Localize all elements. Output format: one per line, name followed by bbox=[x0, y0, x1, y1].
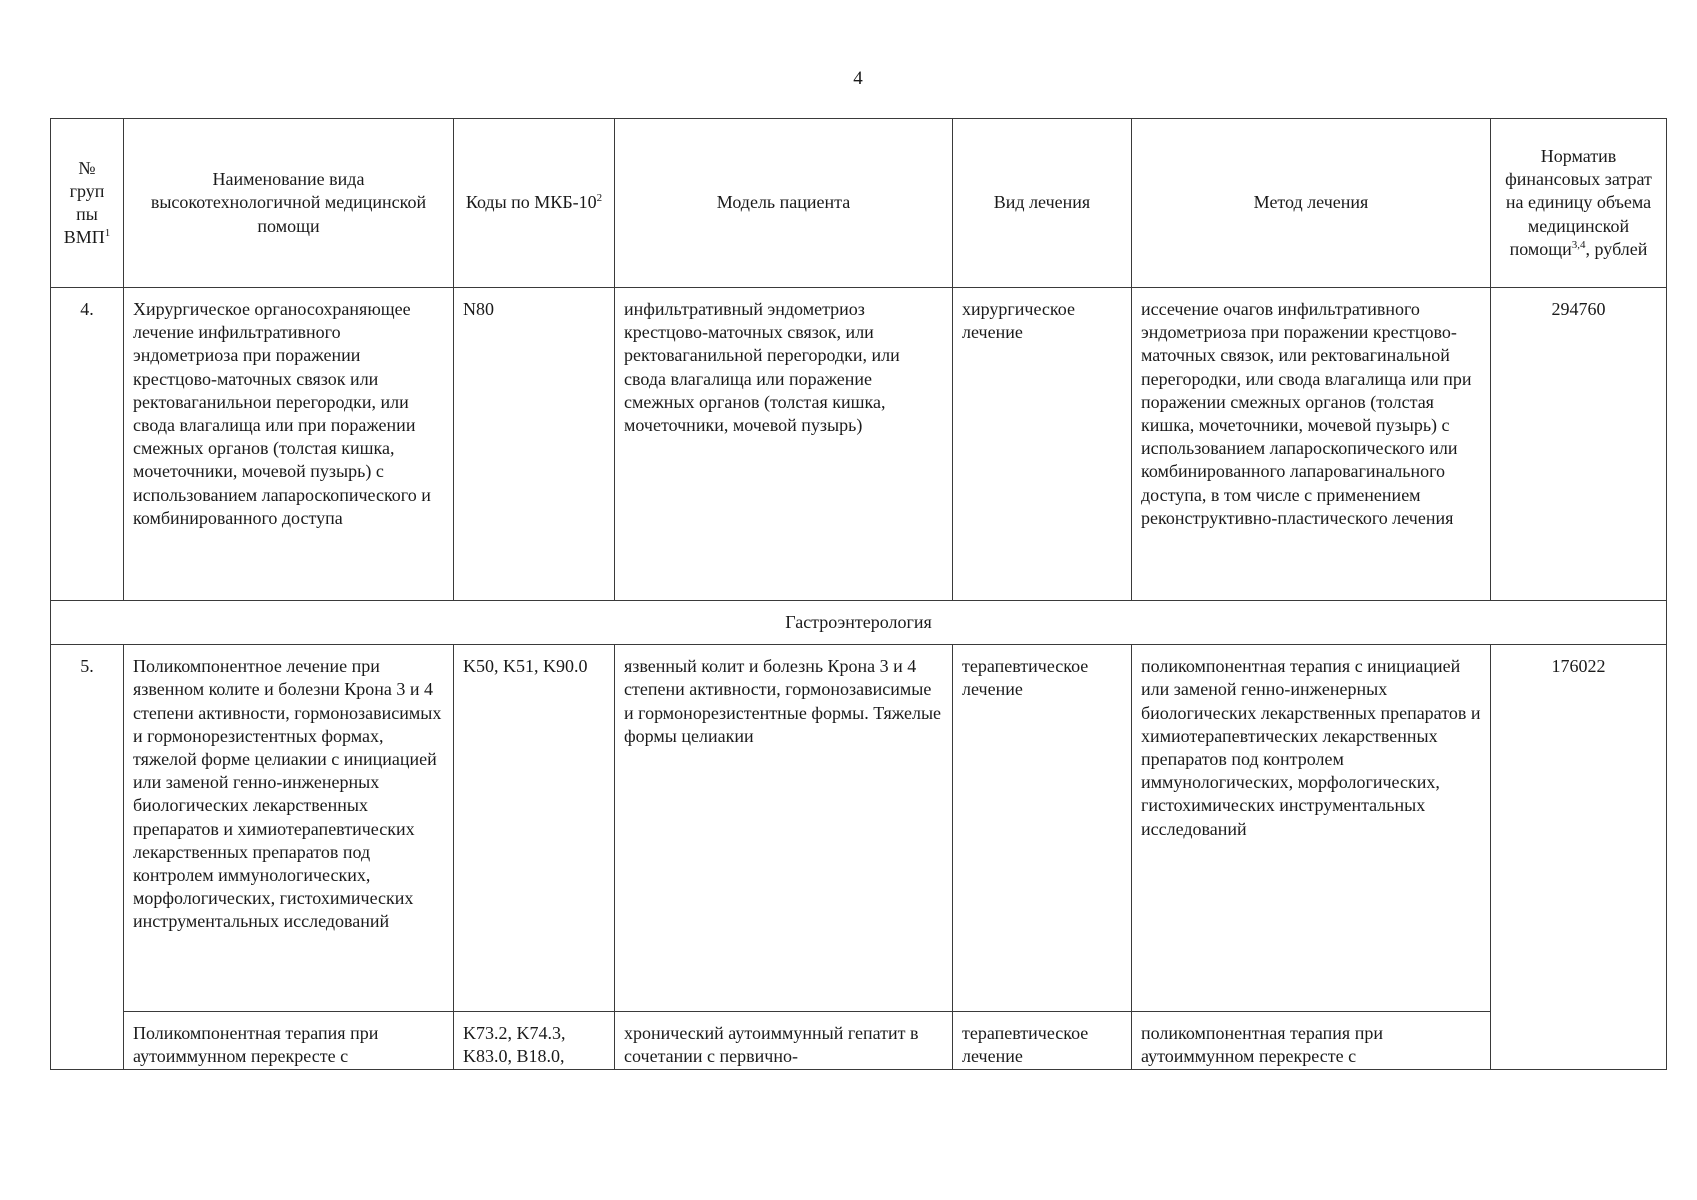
header-norm: Норматив финансовых затрат на единицу объема медицинской помощи$^{3,4}$, рублей bbox=[1491, 119, 1667, 288]
row-number: 4. bbox=[51, 288, 124, 601]
row-name: Поликомпонентное лечение при язвенном колите и болезни Крона 3 и 4 степени активности, гормонозависимых и гормонорезистентных формах, тяжелой форме целиакии с инициацией или заменой генно-инженерных биологических лекарственных препаратов и химиотерапевтических лекарственных препаратов под контролем иммунологических, морфологических, гистохимических инструментальных исследований bbox=[124, 645, 454, 1012]
row-treatment-type: терапевтическое лечение bbox=[953, 1012, 1132, 1069]
row-treatment-type: хирургическое лечение bbox=[953, 288, 1132, 601]
header-group-no: № груп пы ВМП$^1$ bbox=[51, 119, 124, 288]
header-model: Модель пациента bbox=[615, 119, 953, 288]
row-norm: 176022 bbox=[1491, 645, 1667, 1069]
row-method: иссечение очагов инфильтративного эндометриоза при поражении крестцово-маточных связок, или ректовагинальной перегородки, или свода влагалища или при поражении смежных органов (толстая кишка, мочеточники, мочевой пузырь) с использованием лапароскопического или комбинированного лапаровагинального доступа, в том числе с применением реконструктивно-пластического лечения bbox=[1132, 288, 1491, 601]
header-name: Наименование вида высокотехнологичной медицинской помощи bbox=[124, 119, 454, 288]
table-header-row bbox=[51, 119, 1667, 288]
table-row bbox=[51, 645, 1667, 1012]
row-name: Хирургическое органосохраняющее лечение инфильтративного эндометриоза при поражении крестцово-маточных связок или ректоваганильнои перегородки, или свода влагалища или при поражении смежных органов (толстая кишка, мочеточники, мочевой пузырь) с использованием лапароскопического и комбинированного доступа bbox=[124, 288, 454, 601]
row-model: хронический аутоиммунный гепатит в сочетании с первично- bbox=[615, 1012, 953, 1069]
vmp-table bbox=[50, 118, 1667, 1070]
row-norm: 294760 bbox=[1491, 288, 1667, 601]
header-method: Метод лечения bbox=[1132, 119, 1491, 288]
page-number: 4 bbox=[853, 68, 863, 89]
header-codes: Коды по МКБ-$10^2$ bbox=[454, 119, 615, 288]
row-codes: N80 bbox=[454, 288, 615, 601]
section-title: Гастроэнтерология bbox=[51, 601, 1667, 645]
row-codes: K73.2, K74.3, K83.0, B18.0, bbox=[454, 1012, 615, 1069]
row-codes: K50, K51, K90.0 bbox=[454, 645, 615, 1012]
row-model: язвенный колит и болезнь Крона 3 и 4 степени активности, гормонозависимые и гормонорезистентные формы. Тяжелые формы целиакии bbox=[615, 645, 953, 1012]
table-row bbox=[51, 288, 1667, 601]
row-treatment-type: терапевтическое лечение bbox=[953, 645, 1132, 1012]
section-row bbox=[51, 601, 1667, 645]
row-model: инфильтративный эндометриоз крестцово-маточных связок, или ректоваганильной перегородки, или свода влагалища или поражение смежных органов (толстая кишка, мочеточники, мочевой пузырь) bbox=[615, 288, 953, 601]
row-method: поликомпонентная терапия с инициацией или заменой генно-инженерных биологических лекарственных препаратов и химиотерапевтических лекарственных препаратов под контролем иммунологических, морфологических, гистохимических инструментальных исследований bbox=[1132, 645, 1491, 1012]
row-name: Поликомпонентная терапия при аутоиммунном перекресте с bbox=[124, 1012, 454, 1069]
header-treatment-type: Вид лечения bbox=[953, 119, 1132, 288]
table-row bbox=[51, 1012, 1667, 1069]
row-method: поликомпонентная терапия при аутоиммунном перекресте с bbox=[1132, 1012, 1491, 1069]
row-number: 5. bbox=[51, 645, 124, 1069]
